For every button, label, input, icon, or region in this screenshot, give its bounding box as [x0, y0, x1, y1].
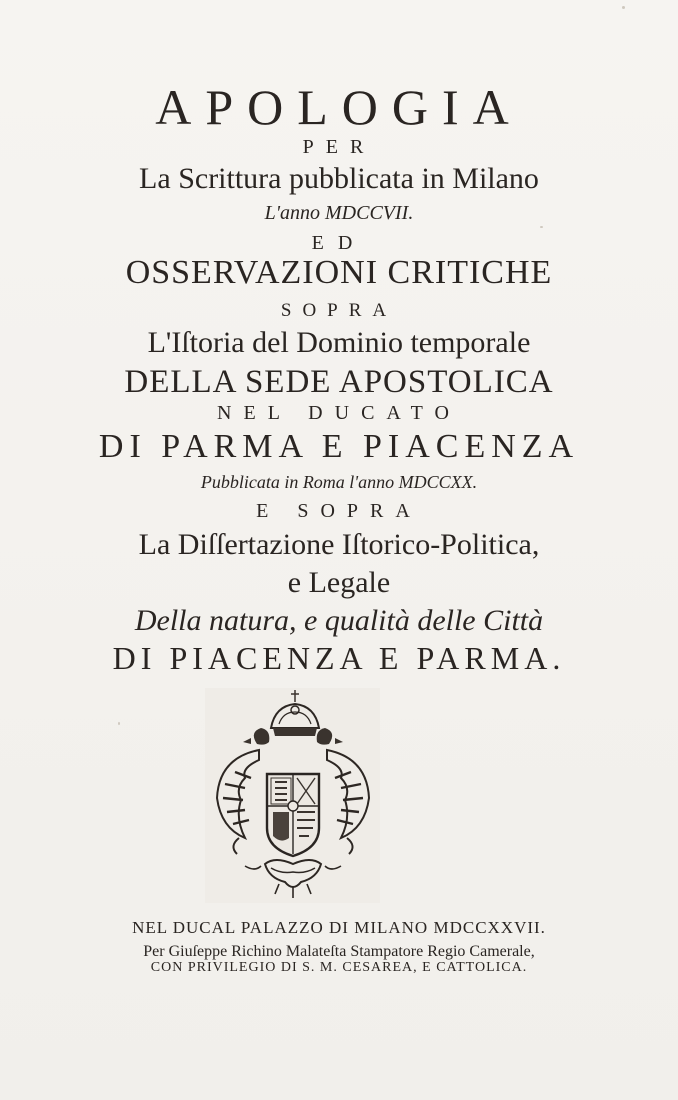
- title-line-ed: ED: [311, 232, 367, 254]
- imprint-line-place: NEL DUCAL PALAZZO DI MILANO MDCCXXVII.: [132, 918, 546, 937]
- title-line-anno: L'anno MDCCVII.: [264, 202, 414, 224]
- title-line-pubblicata: Pubblicata in Roma l'anno MDCCXX.: [200, 472, 478, 492]
- title-line-sede: DELLA SEDE APOSTOLICA: [124, 364, 554, 400]
- title-line-e-sopra: E SOPRA: [256, 500, 422, 522]
- title-line-piacenza-parma: DI PIACENZA E PARMA.: [112, 640, 566, 676]
- imprint-line-privilege: CON PRIVILEGIO DI S. M. CESAREA, E CATTOLICA.: [150, 960, 528, 975]
- title-line-parma-piacenza: DI PARMA E PIACENZA: [98, 428, 580, 465]
- imprint-line-printer: Per Giuſeppe Richino Malateſta Stampatore Regio Camerale,: [143, 943, 535, 960]
- title-line-dissertazione: La Diſſertazione Iſtorico-Politica,: [138, 528, 540, 561]
- title-line-sopra: SOPRA: [280, 300, 398, 321]
- paper-speck: [622, 6, 625, 9]
- paper-speck: [118, 722, 120, 725]
- title-line-istoria: L'Iſtoria del Dominio temporale: [147, 326, 531, 359]
- title-line-scrittura: La Scrittura pubblicata in Milano: [139, 162, 539, 195]
- main-title: APOLOGIA: [155, 79, 523, 135]
- title-line-natura: Della natura, e qualità delle Città: [134, 604, 544, 637]
- title-line-osservazioni: OSSERVAZIONI CRITICHE: [125, 254, 553, 291]
- title-line-ducato: NEL DUCATO: [217, 402, 461, 424]
- paper-speck: [540, 226, 543, 228]
- title-line-per: PER: [302, 136, 376, 158]
- coat-of-arms-icon: [205, 688, 380, 903]
- title-line-legale: e Legale: [287, 566, 391, 599]
